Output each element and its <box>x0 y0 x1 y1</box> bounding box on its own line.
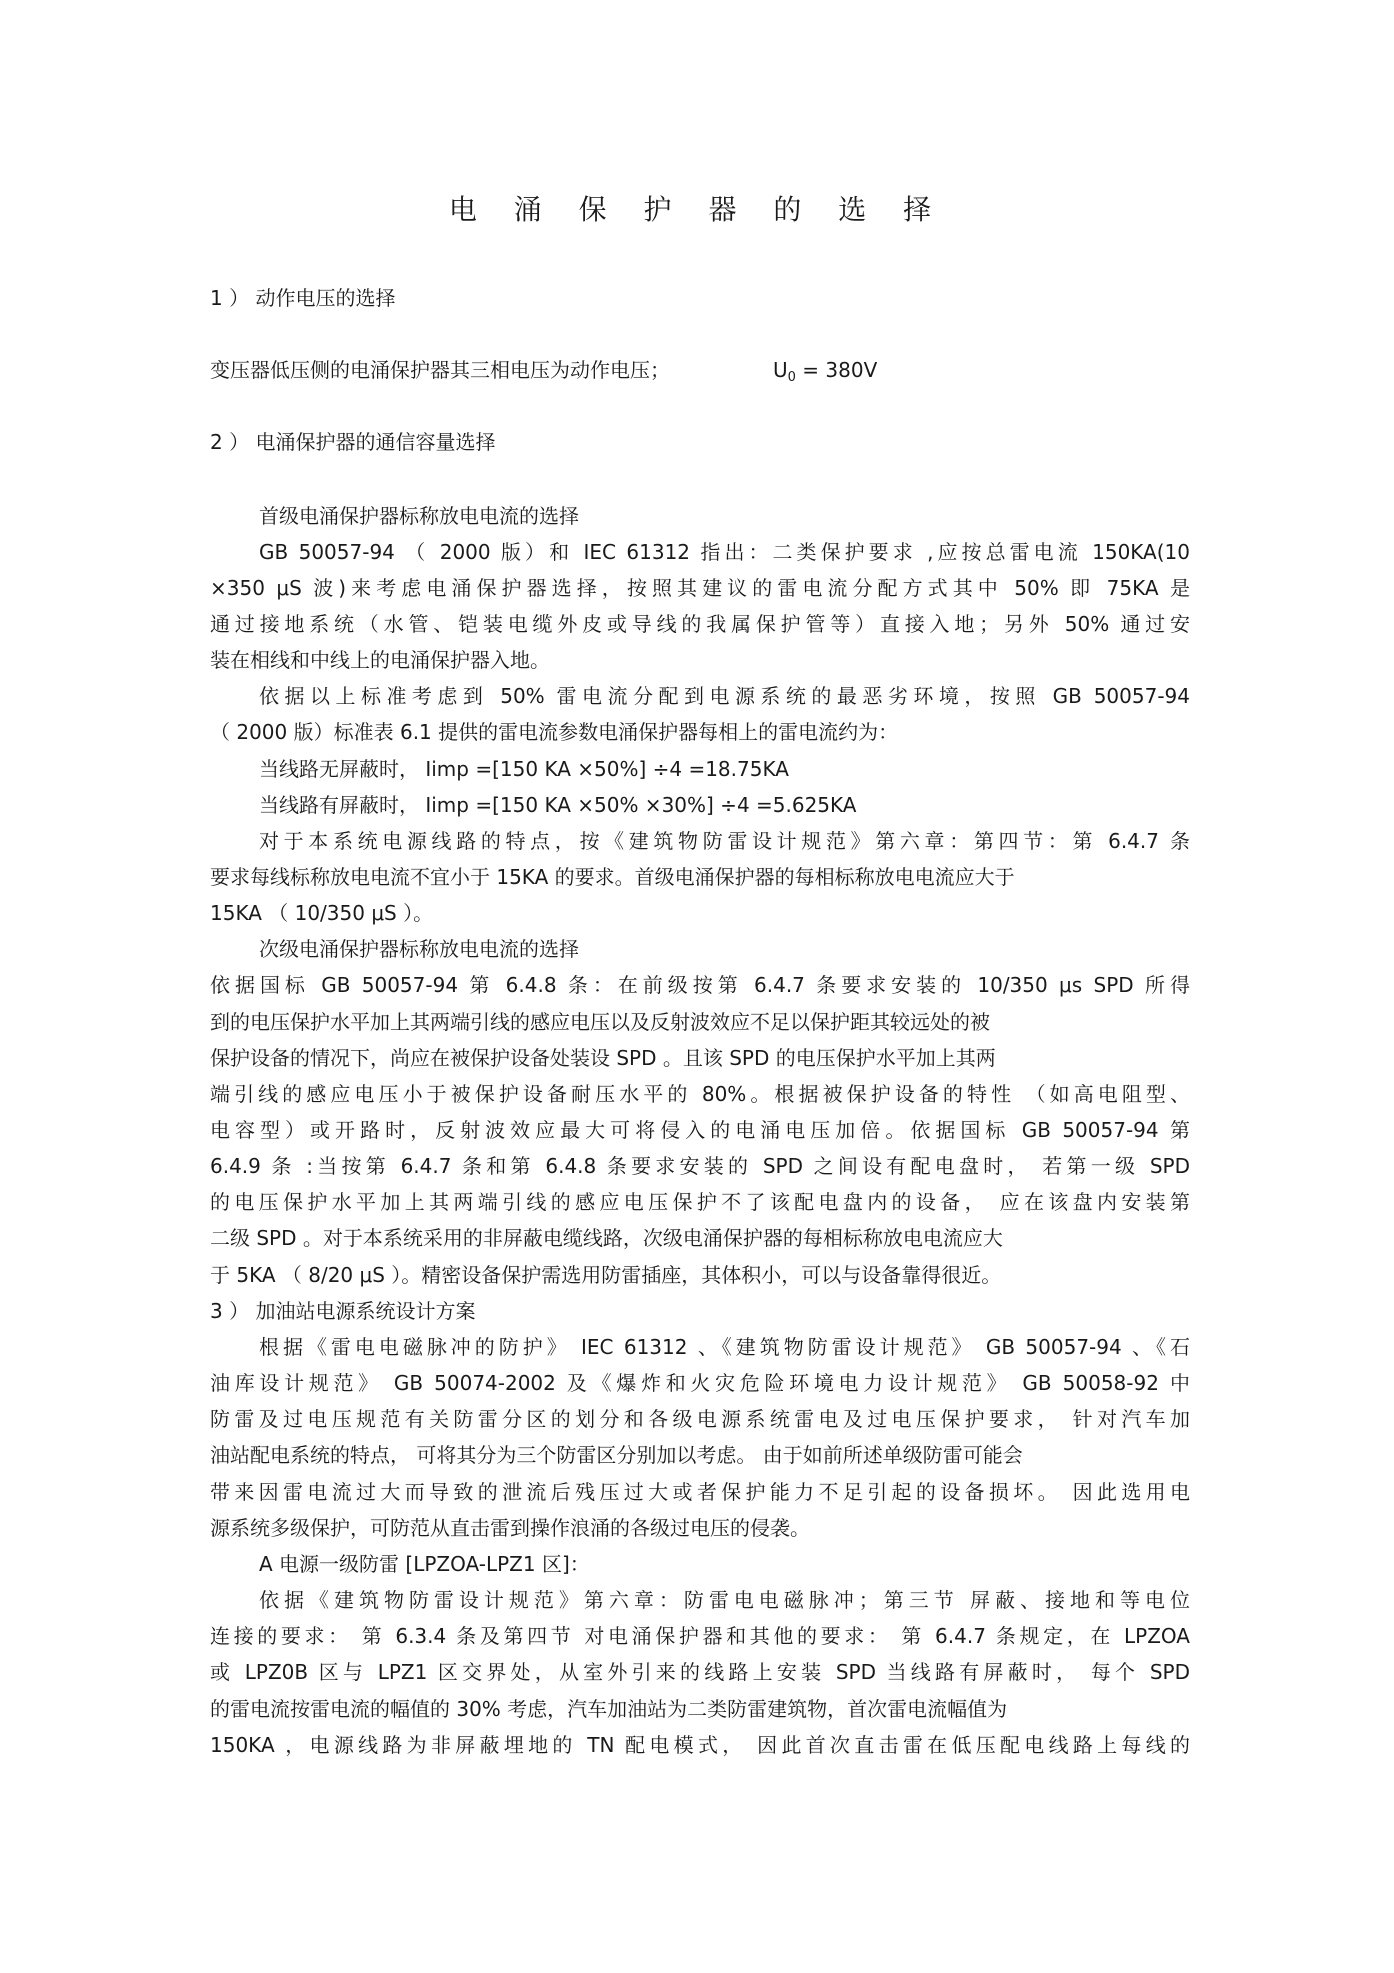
calc-unshielded: 当线路无屏蔽时， Iimp =[150 KA ×50%] ÷4 =18.75KA <box>259 757 789 781</box>
section-1-heading: 1 ） 动作电压的选择 <box>210 286 396 310</box>
paragraph-line: 对于本系统电源线路的特点，按《建筑物防雷设计规范》第六章：第四节：第 6.4.7 条 <box>259 829 1190 853</box>
paragraph-line: 或 LPZ0B 区与 LPZ1 区交界处，从室外引来的线路上安装 SPD 当线路有屏蔽时， 每个 SPD <box>210 1660 1190 1684</box>
paragraph-line: 端引线的感应电压小于被保护设备耐压水平的 80%。根据被保护设备的特性 （如高电阻型、 <box>210 1082 1190 1106</box>
paragraph-line: 的电压保护水平加上其两端引线的感应电压保护不了该配电盘内的设备， 应在该盘内安装第 <box>210 1190 1190 1214</box>
section-1-text: 变压器低压侧的电涌保护器其三相电压为动作电压； <box>210 358 670 382</box>
paragraph-line: ×350 μS 波)来考虑电涌保护器选择，按照其建议的雷电流分配方式其中 50% 即 75KA 是 <box>210 576 1190 600</box>
paragraph-line: 连接的要求： 第 6.3.4 条及第四节 对电涌保护器和其他的要求： 第 6.4.7 条规定，在 LPZOA <box>210 1624 1190 1648</box>
subsection-a-heading: A 电源一级防雷 [LPZOA-LPZ1 区]： <box>259 1552 590 1576</box>
calc-shielded: 当线路有屏蔽时， Iimp =[150 KA ×50% ×30%] ÷4 =5.625KA <box>259 793 857 817</box>
paragraph-line: 二级 SPD 。对于本系统采用的非屏蔽电缆线路，次级电涌保护器的每相标称放电电流应大 <box>210 1226 1003 1250</box>
paragraph-line: 油站配电系统的特点， 可将其分为三个防雷区分别加以考虑。 由于如前所述单级防雷可能会 <box>210 1443 1023 1467</box>
paragraph-line: 15KA （ 10/350 μS ）。 <box>210 901 434 925</box>
paragraph-line: 电容型）或开路时，反射波效应最大可将侵入的电涌电压加倍。依据国标 GB 50057-94 第 <box>210 1118 1190 1142</box>
paragraph-line: 150KA ，电源线路为非屏蔽埋地的 TN 配电模式， 因此首次直击雷在低压配电线路上每线的 <box>210 1733 1190 1757</box>
voltage-formula: $U_0 = 380V$ <box>773 358 878 385</box>
subsection-secondary-title: 次级电涌保护器标称放电电流的选择 <box>259 937 579 961</box>
paragraph-line: 依据国标 GB 50057-94 第 6.4.8 条：在前级按第 6.4.7 条要求安装的 10/350 μs SPD 所得 <box>210 973 1190 997</box>
paragraph-line: GB 50057-94 （ 2000 版）和 IEC 61312 指出：二类保护要求 ,应按总雷电流 150KA(10 <box>259 540 1190 564</box>
paragraph-line: 装在相线和中线上的电涌保护器入地。 <box>210 648 550 672</box>
paragraph-line: 依据《建筑物防雷设计规范》第六章：防雷电电磁脉冲；第三节 屏蔽、接地和等电位 <box>259 1588 1190 1612</box>
paragraph-line: 保护设备的情况下，尚应在被保护设备处装设 SPD 。且该 SPD 的电压保护水平加上其两 <box>210 1046 996 1070</box>
paragraph-line: 要求每线标称放电电流不宜小于 15KA 的要求。首级电涌保护器的每相标称放电电流应大于 <box>210 865 1015 889</box>
paragraph-line: （ 2000 版）标准表 6.1 提供的雷电流参数电涌保护器每相上的雷电流约为： <box>210 720 899 744</box>
section-2-heading: 2 ） 电涌保护器的通信容量选择 <box>210 430 496 454</box>
paragraph-line: 6.4.9 条 :当按第 6.4.7 条和第 6.4.8 条要求安装的 SPD 之间设有配电盘时， 若第一级 SPD <box>210 1154 1190 1178</box>
paragraph-line: 根据《雷电电磁脉冲的防护》 IEC 61312 、《建筑物防雷设计规范》 GB 50057-94 、《石 <box>259 1335 1190 1359</box>
section-1-line <box>210 356 1190 384</box>
subsection-primary-title: 首级电涌保护器标称放电电流的选择 <box>259 504 579 528</box>
paragraph-line: 防雷及过电压规范有关防雷分区的划分和各级电源系统雷电及过电压保护要求， 针对汽车加 <box>210 1407 1190 1431</box>
page-title: 电 涌 保 护 器 的 选 择 <box>448 193 946 226</box>
paragraph-line: 带来因雷电流过大而导致的泄流后残压过大或者保护能力不足引起的设备损坏。 因此选用电 <box>210 1480 1190 1504</box>
paragraph-line: 于 5KA （ 8/20 μS ）。精密设备保护需选用防雷插座，其体积小，可以与设备靠得很近。 <box>210 1263 1002 1287</box>
section-3-heading: 3 ） 加油站电源系统设计方案 <box>210 1299 476 1323</box>
paragraph-line: 到的电压保护水平加上其两端引线的感应电压以及反射波效应不足以保护距其较远处的被 <box>210 1010 990 1034</box>
paragraph-line: 源系统多级保护，可防范从直击雷到操作浪涌的各级过电压的侵袭。 <box>210 1516 810 1540</box>
paragraph-line: 油库设计规范》 GB 50074-2002 及《爆炸和火灾危险环境电力设计规范》 GB 50058-92 中 <box>210 1371 1190 1395</box>
paragraph-line: 的雷电流按雷电流的幅值的 30% 考虑，汽车加油站为二类防雷建筑物，首次雷电流幅值为 <box>210 1697 1008 1721</box>
paragraph-line: 依据以上标准考虑到 50% 雷电流分配到电源系统的最恶劣环境，按照 GB 50057-94 <box>259 684 1190 708</box>
paragraph-line: 通过接地系统（水管、铠装电缆外皮或导线的我属保护管等）直接入地；另外 50% 通过安 <box>210 612 1190 636</box>
